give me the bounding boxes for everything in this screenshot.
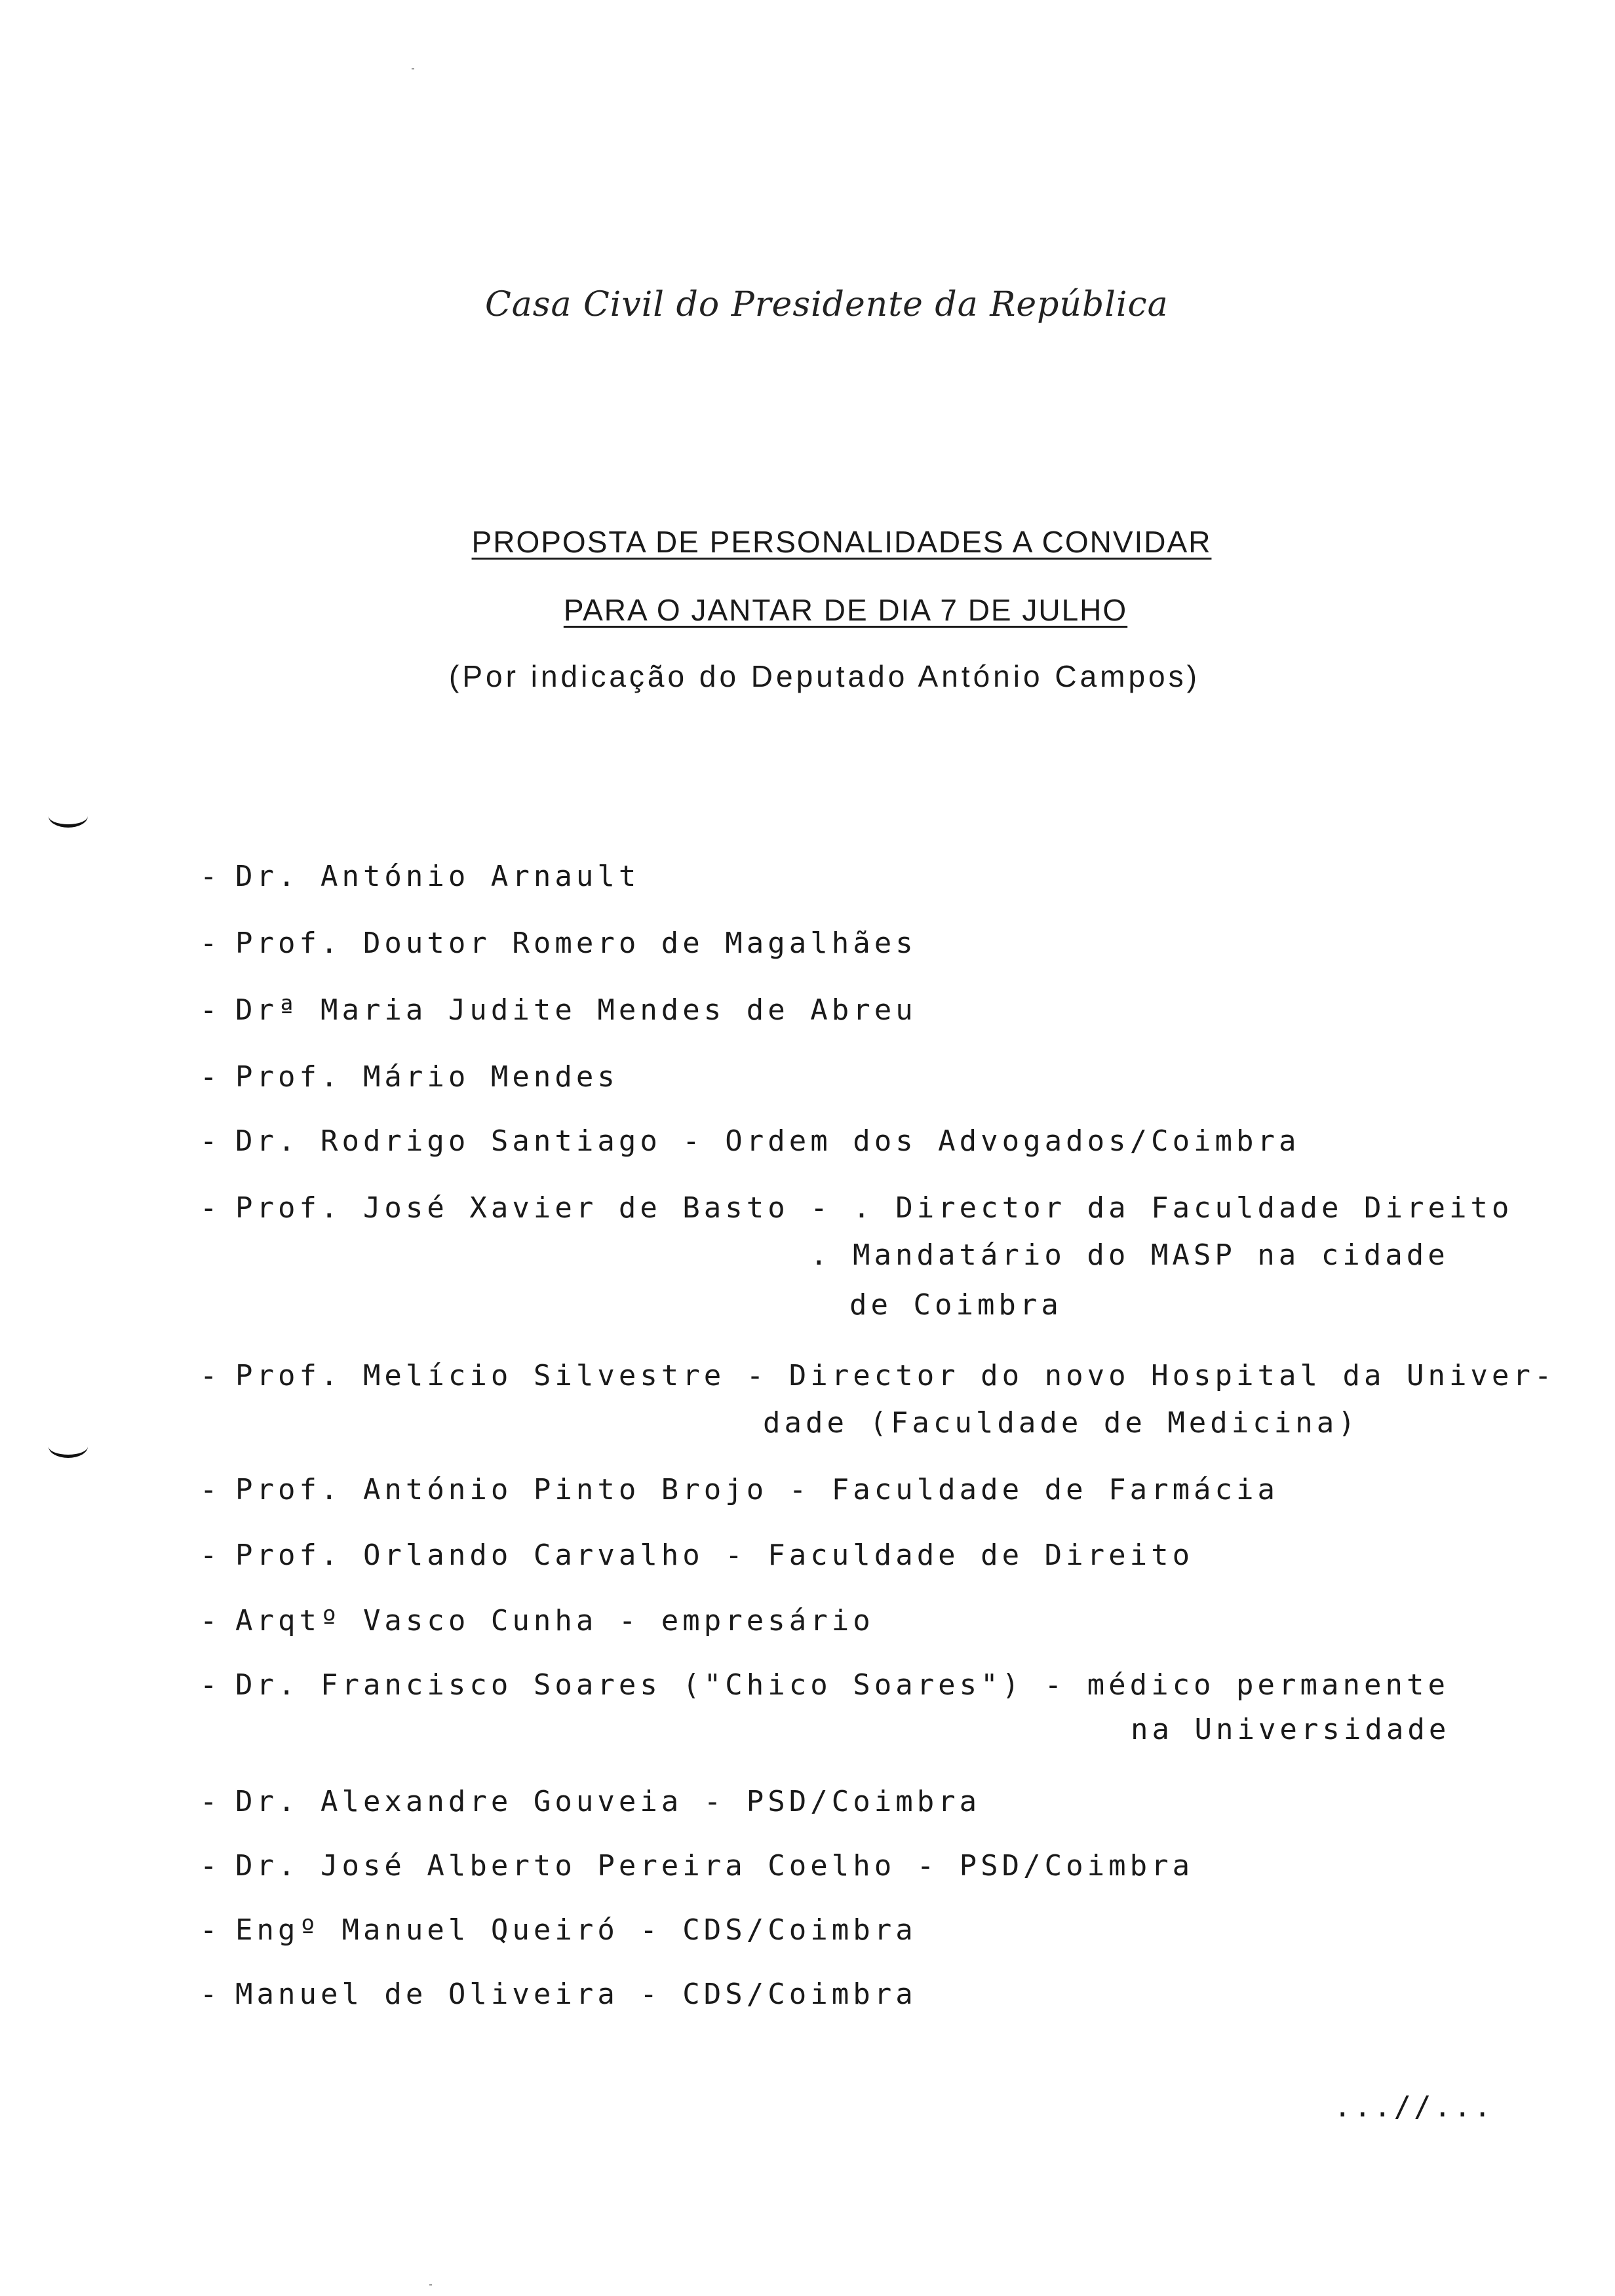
list-item-dash: -: [200, 1359, 222, 1392]
title-line-3-text: (Por indicação do Deputado António Campos): [449, 659, 1200, 693]
list-item-text: Prof. Melício Silvestre - Director do novo Hospital da Univer-: [235, 1359, 1556, 1392]
list-item-text: Prof. Doutor Romero de Magalhães: [235, 927, 917, 960]
list-item-dash: -: [200, 1668, 222, 1702]
list-item-text: Arqtº Vasco Cunha - empresário: [235, 1604, 874, 1637]
list-item-continuation: na Universidade: [1131, 1713, 1450, 1746]
list-item-dash: -: [200, 1124, 222, 1158]
list-item-text: Dr. António Arnault: [235, 860, 640, 893]
list-item-dash: -: [200, 1473, 222, 1506]
list-item-text: Prof. Mário Mendes: [235, 1060, 619, 1094]
scan-speck: [412, 68, 414, 69]
continuation-marker: ...//...: [1334, 2090, 1494, 2124]
list-item-text: Drª Maria Judite Mendes de Abreu: [235, 993, 917, 1027]
list-item-dash: -: [200, 1060, 222, 1094]
scan-speck: [429, 2284, 432, 2286]
list-item-text: Prof. Orlando Carvalho - Faculdade de Direito: [235, 1539, 1194, 1572]
letterhead: Casa Civil do Presidente da República: [485, 285, 1169, 324]
list-item-dash: -: [200, 1604, 222, 1637]
list-item-text: Engº Manuel Queiró - CDS/Coimbra: [235, 1913, 917, 1947]
list-item-text: Dr. José Alberto Pereira Coelho - PSD/Coimbra: [235, 1849, 1194, 1883]
list-item-continuation: de Coimbra: [849, 1288, 1062, 1322]
list-item-text: Prof. António Pinto Brojo - Faculdade de Farmácia: [235, 1473, 1279, 1506]
list-item-dash: -: [200, 1978, 222, 2011]
list-item-dash: -: [200, 1191, 222, 1225]
list-item-dash: -: [200, 1849, 222, 1883]
title-line-3: [17, 659, 1615, 694]
list-item-continuation: . Mandatário do MASP na cidade: [810, 1238, 1449, 1272]
title-line-1-text: PROPOSTA DE PERSONALIDADES A CONVIDAR: [471, 525, 1212, 559]
list-item-dash: -: [200, 993, 222, 1027]
list-item-dash: -: [200, 1913, 222, 1947]
list-item-text: Dr. Francisco Soares ("Chico Soares") - médico permanente: [235, 1668, 1449, 1702]
list-item-text: Dr. Alexandre Gouveia - PSD/Coimbra: [235, 1785, 981, 1818]
title-line-2-text: PARA O JANTAR DE DIA 7 DE JULHO: [563, 593, 1128, 627]
handwritten-check-mark: [49, 1435, 88, 1458]
handwritten-check-mark: [49, 805, 88, 828]
list-item-dash: -: [200, 1539, 222, 1572]
list-item-text: Dr. Rodrigo Santiago - Ordem dos Advogados/Coimbra: [235, 1124, 1300, 1158]
title-line-1: [34, 524, 1615, 560]
list-item-dash: -: [200, 927, 222, 960]
list-item-text: Prof. José Xavier de Basto - . Director da Faculdade Direito: [235, 1191, 1513, 1225]
list-item-continuation: dade (Faculdade de Medicina): [763, 1406, 1359, 1440]
title-line-2: [38, 592, 1615, 628]
list-item-dash: -: [200, 1785, 222, 1818]
list-item-dash: -: [200, 860, 222, 893]
list-item-text: Manuel de Oliveira - CDS/Coimbra: [235, 1978, 917, 2011]
